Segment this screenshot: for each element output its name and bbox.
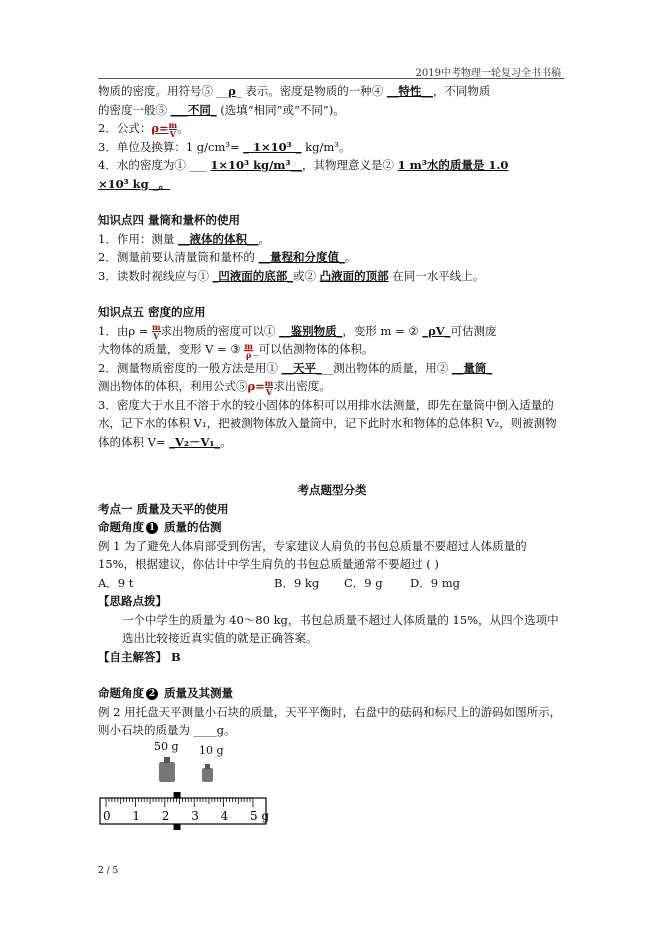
ruler-label: 0 <box>103 809 111 823</box>
s5-line-5 <box>98 396 566 452</box>
text: 3．密度大于水且不溶于水的较小固体的体积可以用排水法测量，即先在量筒中倒入适量的水，记下水的体积 V₁，把被测物体放入量筒中，记下此时水和物体的总体积 V₂，则被测物体的体积 V= <box>98 397 557 449</box>
answer: _ρV_ <box>422 323 451 338</box>
text: 1．由ρ = <box>98 323 153 338</box>
s5-line-3 <box>98 359 566 378</box>
answer: __量筒_ <box>451 360 493 375</box>
text: 。 <box>220 434 232 449</box>
section-title-center: 考点题型分类 <box>297 483 367 497</box>
s5-line-1 <box>98 322 566 341</box>
ruler-scale <box>98 786 278 836</box>
answer: ___不同_ <box>170 102 217 117</box>
weight-50g-label: 50 g <box>154 740 179 753</box>
denominator: V <box>169 128 176 139</box>
text: _ 表示。密度是物质的一种④ <box>235 84 387 98</box>
ruler-label: 5 g <box>250 809 270 823</box>
example-1: 例 1 为了避免人体肩部受到伤害，专家建议人肩负的书包总质量不要超过人体质量的 15%，根据建议，你估计中学生肩负的书包总质量通常不要超过 ( ) <box>98 538 527 571</box>
formula-fraction <box>265 379 273 396</box>
text: 求出密度。 <box>273 379 331 393</box>
answer: 凸液面的顶部 <box>319 268 389 283</box>
s4-line-3 <box>98 267 566 286</box>
text: (选填“相同”或“不同”)。 <box>216 102 345 117</box>
text: ，变形 m = ② <box>342 323 423 338</box>
text: ，不同物质 <box>432 84 491 98</box>
text: 命题角度 <box>98 520 144 534</box>
line-5 <box>98 156 566 175</box>
section-4-title: 知识点四 量筒和量杯的使用 <box>98 213 241 227</box>
page-header: 2019中考物理一轮复习全书书稿 <box>415 68 561 79</box>
page-number: 2 / 5 <box>98 866 119 876</box>
formula-pre: ρ= <box>247 379 265 393</box>
answer: 1 m³水的质量是 1.0 <box>397 158 509 172</box>
text: 。 <box>344 250 357 264</box>
answer: _V₂－V₁_ <box>169 434 221 449</box>
denominator: V <box>153 331 160 341</box>
line-4 <box>98 138 566 157</box>
ruler-label: 4 <box>220 809 229 823</box>
silu-text: 一个中学生的质量为 40～80 kg，书包总质量不超过人体质量的 15%，从四个选项中选出比较接近真实值的就是正确答案。 <box>122 612 559 645</box>
answer: __天平_ <box>281 360 322 375</box>
text: kg/m³。 <box>301 139 351 154</box>
line-3 <box>98 119 566 138</box>
weight-10g-label: 10 g <box>199 744 224 757</box>
answer: ×10³ kg _。 <box>98 176 170 191</box>
answer: __特性__ <box>386 84 433 98</box>
formula-fraction <box>169 121 177 138</box>
number-badge-icon: 1 <box>146 522 158 534</box>
s5-line-4 <box>98 377 566 396</box>
answer: __鉴别物质_ <box>279 323 343 338</box>
text: 质量及其测量 <box>160 686 234 700</box>
answer: ρ <box>228 84 236 98</box>
option-a: A．9 t <box>98 575 134 590</box>
text: 1．作用：测量 <box>98 231 178 246</box>
answer: 1×10³ kg/m³__ <box>210 158 302 172</box>
mingti-1-title <box>98 518 566 537</box>
answer: __量程和分度值_ <box>258 250 345 264</box>
numerator: m <box>152 322 161 332</box>
line-6 <box>98 175 566 194</box>
header-rule <box>98 78 564 79</box>
text: 4．水的密度为① ___ <box>98 158 211 172</box>
formula-fraction <box>244 342 252 359</box>
text: 3．读数时视线应与① <box>98 268 213 283</box>
answer: __液体的体积__ <box>177 231 259 246</box>
text: 。 <box>177 121 189 135</box>
ruler-label: 3 <box>191 809 199 823</box>
example-2: 例 2 用托盘天平测量小石块的质量，天平平衡时，右盘中的砝码和标尺上的游码如图所示，则小石块的质量为 ____g。 <box>98 704 562 737</box>
text: 命题角度 <box>98 686 144 700</box>
answer-line: 【自主解答】 B <box>98 649 181 664</box>
section-5-title: 知识点五 密度的应用 <box>98 305 206 319</box>
text: 物质的密度。用符号⑤ __ <box>98 84 229 98</box>
options-row <box>98 574 566 593</box>
line-1 <box>98 82 566 101</box>
numerator: m <box>264 377 274 388</box>
weight-50g-icon <box>159 762 175 782</box>
weight-10g-icon <box>202 768 213 782</box>
rider-top-icon <box>174 792 181 798</box>
denominator: ρ <box>245 349 252 360</box>
text: 在同一水平线上。 <box>388 268 485 283</box>
ruler-label: 2 <box>161 809 170 823</box>
text: 。 <box>258 231 270 246</box>
weight-50g-knob <box>164 757 170 763</box>
text: 2．测量物质密度的一般方法是用① <box>98 360 282 375</box>
document-body <box>98 82 566 740</box>
text: ，其物理意义是② <box>302 158 398 172</box>
silu-heading: 【思路点拨】 <box>98 594 167 608</box>
text: 的密度一般⑤ <box>98 102 171 117</box>
text: _可以估测物体的体积。 <box>252 342 374 356</box>
formula-pre: ρ= <box>151 121 169 135</box>
denominator: V <box>265 386 273 397</box>
rider-bottom-icon <box>174 824 181 830</box>
text: 可估测庞 <box>450 323 497 338</box>
option-c: C．9 g <box>344 575 383 590</box>
line-2 <box>98 101 566 120</box>
answer: _凹液面的底部_ <box>212 268 293 283</box>
s4-line-1 <box>98 230 566 249</box>
numerator: m <box>244 340 253 351</box>
text: 质量的估测 <box>160 520 222 534</box>
s4-line-2 <box>98 248 566 267</box>
ruler-label: 1 <box>132 809 141 823</box>
weight-10g-knob <box>205 764 210 769</box>
mingti-2-title <box>98 684 566 703</box>
text: 2．公式： <box>98 121 152 135</box>
text: 3．单位及换算：1 g/cm³= <box>98 139 244 154</box>
text: 2．测量前要认清量筒和量杯的 <box>98 250 259 264</box>
number-badge-icon: 2 <box>146 688 158 700</box>
balance-figure <box>98 740 278 836</box>
text: __测出物体的质量，用② <box>321 360 452 375</box>
formula-fraction <box>152 323 160 340</box>
numerator: m <box>168 119 178 130</box>
option-d: D．9 mg <box>410 575 460 590</box>
s5-line-2 <box>98 340 566 359</box>
kaodian-1-title: 考点一 质量及天平的使用 <box>98 501 229 516</box>
text: 测出物体的体积，利用公式⑤ <box>98 379 248 393</box>
text: 或② <box>292 268 320 283</box>
text: 求出物质的密度可以① <box>160 323 280 338</box>
option-b: B．9 kg <box>274 575 320 590</box>
text: 大物体的质量，变形 V = ③ <box>98 342 245 356</box>
answer: _ 1×10³ _ <box>243 139 302 154</box>
